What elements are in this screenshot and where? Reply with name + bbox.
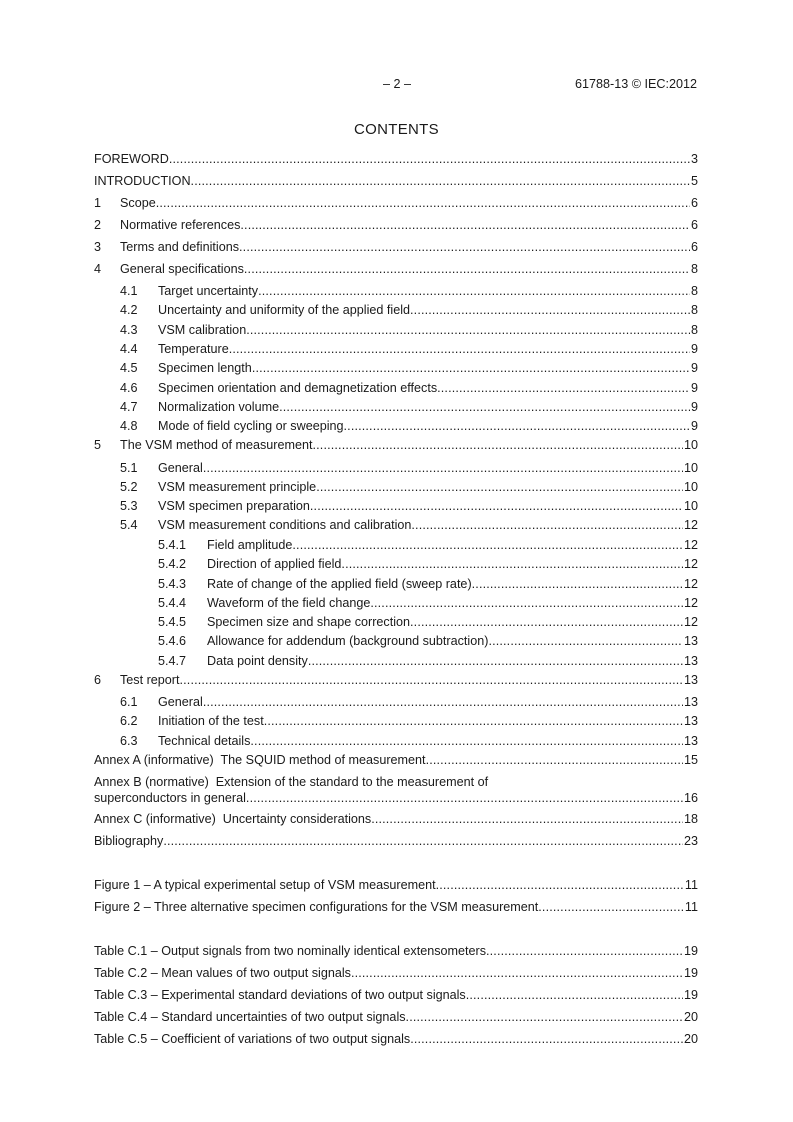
toc-entry-6-2[interactable]: [94, 713, 698, 729]
toc-entry-1[interactable]: [94, 195, 698, 211]
toc-entry-page: 12: [683, 538, 698, 552]
toc-entry-page: 10: [683, 480, 698, 494]
toc-entry-5-4[interactable]: [94, 517, 698, 533]
toc-entry-label: The VSM method of measurement: [120, 438, 313, 452]
leader-dots: [472, 576, 683, 592]
standard-id: 61788-13 © IEC:2012: [574, 77, 697, 91]
toc-entry-5-4-4[interactable]: [94, 595, 698, 611]
toc-entry-page: 8: [690, 284, 698, 298]
toc-entry-number: 4.2: [120, 303, 138, 317]
toc-entry-4-1[interactable]: [94, 283, 698, 299]
toc-entry-5-4-1[interactable]: [94, 537, 698, 553]
toc-entry-label: Uncertainty and uniformity of the applied field: [158, 303, 411, 317]
toc-figure-2[interactable]: [94, 899, 698, 915]
leader-dots: [410, 302, 690, 318]
toc-entry-label: INTRODUCTION: [94, 174, 191, 188]
toc-entry-4-6[interactable]: [94, 380, 698, 396]
toc-entry-page: 8: [690, 262, 698, 276]
leader-dots: [246, 322, 690, 338]
toc-entry-label: VSM measurement principle: [158, 480, 317, 494]
toc-entry-5[interactable]: [94, 437, 698, 453]
toc-entry-2[interactable]: [94, 217, 698, 233]
toc-entry-label: Annex C (informative) Uncertainty considerations: [94, 812, 372, 826]
toc-entry-page: 13: [683, 654, 698, 668]
toc-entry-5-4-7[interactable]: [94, 653, 698, 669]
toc-entry-label: Data point density: [207, 654, 308, 668]
toc-entry-number: 5.4.5: [158, 615, 187, 629]
leader-dots: [351, 965, 683, 981]
toc-entry-page: 12: [683, 577, 698, 591]
leader-dots: [437, 380, 690, 396]
toc-entry-number: 4.6: [120, 381, 138, 395]
toc-figure-1[interactable]: [94, 877, 698, 893]
toc-entry-label: Scope: [120, 196, 156, 210]
toc-entry-number: 3: [94, 240, 102, 254]
figure-label: Figure 1 – A typical experimental setup of VSM measurement: [94, 878, 436, 892]
toc-entry-number: 4.4: [120, 342, 138, 356]
toc-entry-page: 9: [690, 419, 698, 433]
toc-entry-page: 10: [683, 499, 698, 513]
toc-entry-label: General: [158, 461, 203, 475]
toc-table-c3[interactable]: [94, 987, 698, 1003]
toc-entry-label: Annex A (informative) The SQUID method of measurement: [94, 753, 426, 767]
leader-dots: [156, 195, 690, 211]
toc-entry-page: 9: [690, 400, 698, 414]
toc-entry-page: 8: [690, 323, 698, 337]
toc-entry-6-3[interactable]: [94, 733, 698, 749]
toc-entry-number: 4: [94, 262, 102, 276]
toc-entry-label: Field amplitude: [207, 538, 293, 552]
page-number: – 2 –: [382, 77, 411, 91]
toc-entry-number: 5.1: [120, 461, 138, 475]
toc-entry-label: Specimen size and shape correction: [207, 615, 411, 629]
toc-entry-page: 18: [683, 812, 698, 826]
leader-dots: [371, 811, 683, 827]
toc-entry-annex-b[interactable]: [94, 790, 698, 806]
toc-entry-number: 5.4.6: [158, 634, 187, 648]
leader-dots: [313, 437, 683, 453]
toc-entry-5-4-5[interactable]: [94, 614, 698, 630]
toc-entry-5-2[interactable]: [94, 479, 698, 495]
toc-entry-label: Normalization volume: [158, 400, 280, 414]
toc-entry-4-7[interactable]: [94, 399, 698, 415]
toc-entry-introduction[interactable]: [94, 173, 698, 189]
toc-entry-3[interactable]: [94, 239, 698, 255]
figure-label: Figure 2 – Three alternative specimen configurations for the VSM measurement: [94, 900, 539, 914]
toc-entry-page: 23: [683, 834, 698, 848]
toc-entry-5-4-2[interactable]: [94, 556, 698, 572]
toc-entry-label: Specimen orientation and demagnetization effects: [158, 381, 438, 395]
toc-entry-label: FOREWORD: [94, 152, 169, 166]
toc-entry-number: 6.1: [120, 695, 138, 709]
table-page: 19: [683, 988, 698, 1002]
table-label: Table C.3 – Experimental standard deviations of two output signals: [94, 988, 466, 1002]
toc-entry-label: superconductors in general: [94, 791, 246, 805]
leader-dots: [191, 173, 690, 189]
toc-entry-label: Normative references: [120, 218, 241, 232]
leader-dots: [180, 672, 683, 688]
toc-entry-4[interactable]: [94, 261, 698, 277]
toc-entry-label: VSM measurement conditions and calibration: [158, 518, 412, 532]
toc-entry-4-2[interactable]: [94, 302, 698, 318]
toc-entry-label: Technical details: [158, 734, 251, 748]
toc-entry-page: 12: [683, 615, 698, 629]
figure-page: 11: [684, 900, 698, 914]
leader-dots: [244, 261, 690, 277]
leader-dots: [240, 217, 690, 233]
toc-entry-page: 5: [690, 174, 698, 188]
toc-entry-number: 4.5: [120, 361, 138, 375]
toc-entry-number: 5.4.3: [158, 577, 187, 591]
toc-entry-number: 4.1: [120, 284, 138, 298]
table-label: Table C.1 – Output signals from two nominally identical extensometers: [94, 944, 486, 958]
toc-entry-page: 9: [690, 361, 698, 375]
toc-entry-page: 13: [683, 734, 698, 748]
toc-entry-foreword[interactable]: [94, 151, 698, 167]
toc-entry-number: 5: [94, 438, 102, 452]
toc-entry-page: 15: [683, 753, 698, 767]
toc-entry-page: 10: [683, 438, 698, 452]
leader-dots: [264, 713, 683, 729]
toc-entry-number: 5.4.1: [158, 538, 187, 552]
toc-entry-label: Specimen length: [158, 361, 252, 375]
toc-table-c1[interactable]: [94, 943, 698, 959]
leader-dots: [538, 899, 684, 915]
toc-entry-label: Initiation of the test: [158, 714, 264, 728]
table-page: 20: [683, 1032, 698, 1046]
leader-dots: [370, 595, 683, 611]
toc-entry-number: 4.8: [120, 419, 138, 433]
contents-title: CONTENTS: [354, 121, 439, 138]
table-page: 19: [683, 944, 698, 958]
toc-entry-number: 5.4: [120, 518, 138, 532]
toc-entry-page: 6: [690, 240, 698, 254]
toc-entry-bibliography[interactable]: [94, 833, 698, 849]
toc-entry-page: 16: [683, 791, 698, 805]
toc-entry-page: 13: [683, 695, 698, 709]
toc-entry-page: 6: [690, 196, 698, 210]
toc-entry-label: Direction of applied field: [207, 557, 342, 571]
toc-table-c5[interactable]: [94, 1031, 698, 1047]
leader-dots: [292, 537, 683, 553]
leader-dots: [488, 633, 683, 649]
leader-dots: [250, 733, 683, 749]
leader-dots: [246, 790, 683, 806]
toc-entry-4-4[interactable]: [94, 341, 698, 357]
toc-entry-4-5[interactable]: [94, 360, 698, 376]
toc-entry-5-3[interactable]: [94, 498, 698, 514]
leader-dots: [466, 987, 683, 1003]
toc-entry-annex-a[interactable]: [94, 752, 698, 768]
leader-dots: [316, 479, 683, 495]
toc-entry-number: 5.4.2: [158, 557, 187, 571]
toc-entry-label: VSM calibration: [158, 323, 247, 337]
toc-entry-number: 5.4.4: [158, 596, 187, 610]
table-label: Table C.4 – Standard uncertainties of two output signals: [94, 1010, 406, 1024]
leader-dots: [163, 833, 683, 849]
toc-table-c4[interactable]: [94, 1009, 698, 1025]
toc-entry-label: Temperature: [158, 342, 229, 356]
toc-entry-label: Terms and definitions: [120, 240, 240, 254]
toc-entry-number: 1: [94, 196, 102, 210]
toc-entry-label: General: [158, 695, 203, 709]
leader-dots: [279, 399, 690, 415]
toc-entry-page: 6: [690, 218, 698, 232]
table-page: 20: [683, 1010, 698, 1024]
toc-entry-5-4-6[interactable]: [94, 633, 698, 649]
toc-entry-number: 6.2: [120, 714, 138, 728]
leader-dots: [203, 460, 683, 476]
toc-entry-label: Waveform of the field change: [207, 596, 371, 610]
toc-entry-number: 5.4.7: [158, 654, 187, 668]
toc-entry-page: 13: [683, 714, 698, 728]
toc-entry-label: Bibliography: [94, 834, 164, 848]
toc-entry-6-1[interactable]: [94, 694, 698, 710]
leader-dots: [411, 517, 683, 533]
table-label: Table C.5 – Coefficient of variations of two output signals: [94, 1032, 411, 1046]
toc-entry-label: General specifications: [120, 262, 244, 276]
leader-dots: [486, 943, 683, 959]
figure-page: 11: [684, 878, 698, 892]
leader-dots: [436, 877, 684, 893]
leader-dots: [203, 694, 683, 710]
leader-dots: [239, 239, 690, 255]
leader-dots: [410, 614, 683, 630]
toc-entry-page: 13: [683, 634, 698, 648]
leader-dots: [406, 1009, 683, 1025]
leader-dots: [341, 556, 683, 572]
leader-dots: [308, 653, 683, 669]
toc-entry-5-1[interactable]: [94, 460, 698, 476]
toc-entry-page: 9: [690, 342, 698, 356]
leader-dots: [252, 360, 690, 376]
leader-dots: [258, 283, 690, 299]
toc-entry-number: 5.3: [120, 499, 138, 513]
toc-entry-number: 4.3: [120, 323, 138, 337]
toc-entry-number: 5.2: [120, 480, 138, 494]
toc-entry-number: 6.3: [120, 734, 138, 748]
leader-dots: [410, 1031, 683, 1047]
toc-entry-page: 12: [683, 596, 698, 610]
toc-entry-page: 12: [683, 518, 698, 532]
table-label: Table C.2 – Mean values of two output signals: [94, 966, 351, 980]
toc-entry-5-4-3[interactable]: [94, 576, 698, 592]
toc-entry-number: 6: [94, 673, 102, 687]
leader-dots: [426, 752, 683, 768]
toc-entry-4-8[interactable]: [94, 418, 698, 434]
toc-table-c2[interactable]: [94, 965, 698, 981]
leader-dots: [229, 341, 690, 357]
toc-entry-page: 9: [690, 381, 698, 395]
toc-entry-annex-c[interactable]: [94, 811, 698, 827]
leader-dots: [169, 151, 690, 167]
toc-entry-annex-b-line1[interactable]: Annex B (normative) Extension of the standard to the measurement of: [94, 775, 489, 789]
toc-entry-number: 2: [94, 218, 102, 232]
toc-entry-page: 8: [690, 303, 698, 317]
toc-entry-label: Target uncertainty: [158, 284, 259, 298]
toc-entry-label: Mode of field cycling or sweeping: [158, 419, 344, 433]
leader-dots: [310, 498, 683, 514]
toc-entry-page: 12: [683, 557, 698, 571]
toc-entry-page: 13: [683, 673, 698, 687]
toc-entry-label: Allowance for addendum (background subtraction): [207, 634, 489, 648]
toc-entry-6[interactable]: [94, 672, 698, 688]
toc-entry-label: Rate of change of the applied field (sweep rate): [207, 577, 472, 591]
toc-entry-page: 3: [690, 152, 698, 166]
toc-entry-4-3[interactable]: [94, 322, 698, 338]
leader-dots: [344, 418, 690, 434]
table-page: 19: [683, 966, 698, 980]
toc-entry-page: 10: [683, 461, 698, 475]
toc-entry-label: Test report: [120, 673, 180, 687]
toc-entry-number: 4.7: [120, 400, 138, 414]
toc-entry-label: VSM specimen preparation: [158, 499, 310, 513]
